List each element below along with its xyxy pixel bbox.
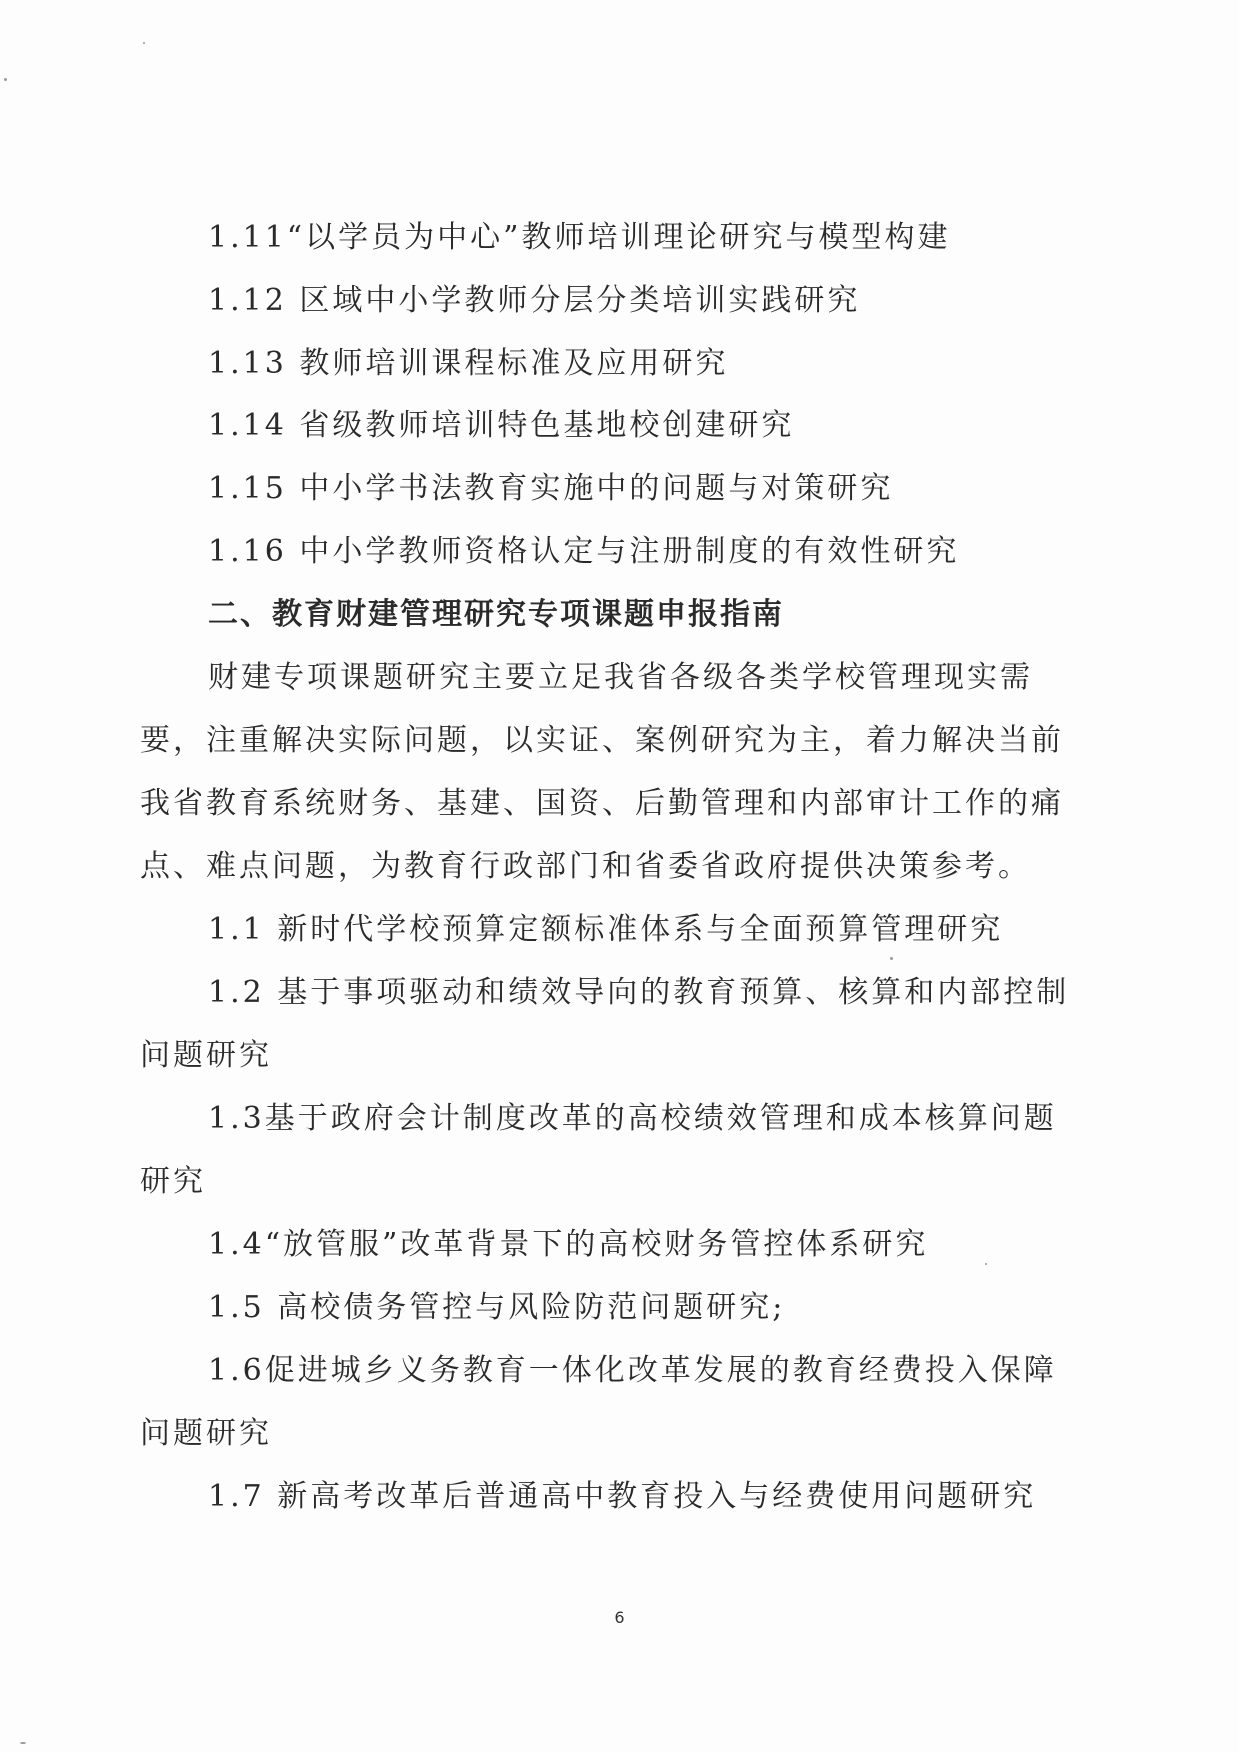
list-item: 1.4“放管服”改革背景下的高校财务管控体系研究 [208, 1227, 929, 1262]
list-item: 1.5 高校债务管控与风险防范问题研究; [208, 1290, 786, 1325]
scan-speck [4, 78, 7, 81]
list-item: 1.15 中小学书法教育实施中的问题与对策研究 [208, 471, 894, 506]
paragraph-line: 要，注重解决实际问题，以实证、案例研究为主，着力解决当前 [140, 723, 1064, 758]
page-number: 6 [614, 1608, 625, 1627]
list-item: 1.6促进城乡义务教育一体化改革发展的教育经费投入保障 [208, 1353, 1057, 1388]
scan-speck [143, 42, 145, 44]
paragraph-line: 财建专项课题研究主要立足我省各级各类学校管理现实需 [208, 660, 1033, 695]
scan-speck [20, 1742, 26, 1744]
list-item: 1.1 新时代学校预算定额标准体系与全面预算管理研究 [208, 912, 1004, 947]
list-item: 1.13 教师培训课程标准及应用研究 [208, 346, 729, 381]
section-heading: 二、教育财建管理研究专项课题申报指南 [208, 597, 784, 632]
paragraph-line: 点、难点问题，为教育行政部门和省委省政府提供决策参考。 [140, 849, 1031, 884]
list-item: 1.11“以学员为中心”教师培训理论研究与模型构建 [208, 220, 951, 255]
list-item: 1.14 省级教师培训特色基地校创建研究 [208, 408, 795, 443]
paragraph-line: 我省教育系统财务、基建、国资、后勤管理和内部审计工作的痛 [140, 786, 1064, 821]
list-item-continuation: 问题研究 [140, 1038, 272, 1073]
list-item: 1.2 基于事项驱动和绩效导向的教育预算、核算和内部控制 [208, 975, 1070, 1010]
list-item: 1.16 中小学教师资格认定与注册制度的有效性研究 [208, 534, 960, 569]
scan-speck [890, 957, 893, 960]
list-item: 1.7 新高考改革后普通高中教育投入与经费使用问题研究 [208, 1479, 1037, 1514]
list-item-continuation: 问题研究 [140, 1416, 272, 1451]
list-item: 1.3基于政府会计制度改革的高校绩效管理和成本核算问题 [208, 1101, 1057, 1136]
list-item-continuation: 研究 [140, 1164, 206, 1199]
scan-speck [985, 1263, 987, 1265]
list-item: 1.12 区域中小学教师分层分类培训实践研究 [208, 283, 861, 318]
